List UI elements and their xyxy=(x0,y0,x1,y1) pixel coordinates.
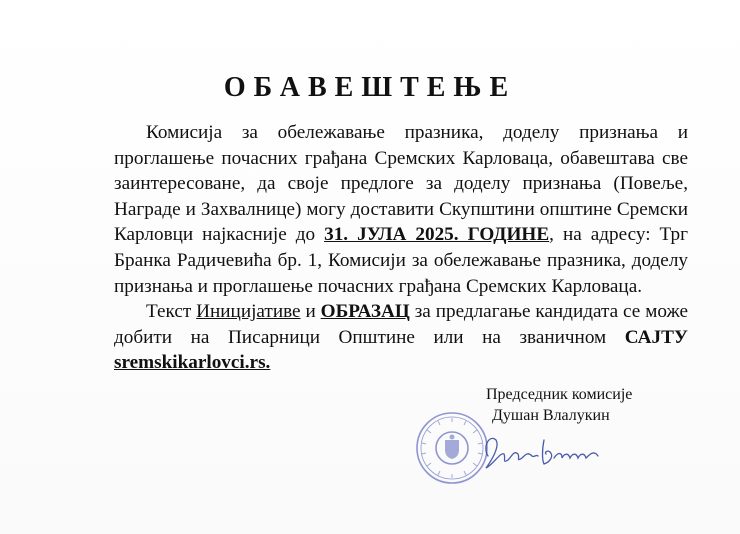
site-label: САЈТУ xyxy=(624,326,688,348)
form-word: ОБРАЗАЦ xyxy=(320,301,410,323)
handwritten-signature-icon xyxy=(480,426,610,476)
signatory-name: Душан Влалукин xyxy=(492,407,610,424)
website-link[interactable]: sremskikarlovci.rs. xyxy=(114,352,271,374)
paragraph-2 xyxy=(114,299,688,376)
signatory-role: Председник комисије xyxy=(486,386,633,403)
p1-text-b: , на адресу: Трг Бранка Радичевића бр. 1, Комисији за обележавање празника, доделу признања и проглашење почасних грађана Сремских Карловаца. xyxy=(114,224,688,297)
p2-text-b: за предлагање кандидата се може добити на Писарници Општине или на званичном xyxy=(114,301,688,348)
initiative-word: Иницијативе xyxy=(196,301,301,323)
p2-text-a: Текст xyxy=(146,301,197,323)
p2-and: и xyxy=(300,301,321,323)
notice-body xyxy=(114,120,688,376)
paragraph-1 xyxy=(114,120,688,299)
official-seal-icon xyxy=(414,410,490,486)
deadline-date: 31. ЈУЛА 2025. ГОДИНЕ xyxy=(324,224,550,246)
notice-title: ОБАВЕШТЕЊЕ xyxy=(223,72,517,103)
p1-text-a: Комисија за обележавање празника, доделу признања и проглашење почасних грађана Сремских Карловаца, обавештава све заинтересоване, да своје предлоге за доделу признања (Повеље, Награде и Захвалнице) могу доставити Скупштини општине Сремски Карловци најкасније до xyxy=(114,122,688,246)
